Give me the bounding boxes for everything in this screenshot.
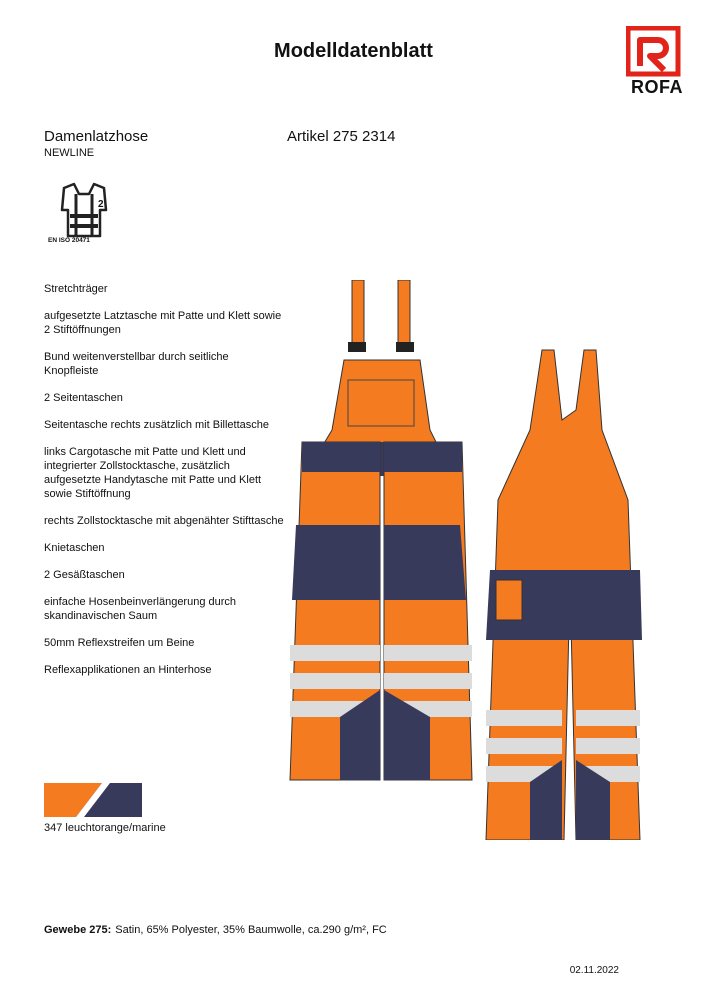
feature-item: Seitentasche rechts zusätzlich mit Billettasche xyxy=(44,419,269,431)
feature-item: 2 Gesäßtaschen xyxy=(44,569,125,581)
feature-item: Stretchträger xyxy=(44,283,108,295)
document-date: 02.11.2022 xyxy=(569,965,619,976)
feature-item: Reflexapplikationen an Hinterhose xyxy=(44,664,212,676)
feature-list xyxy=(44,282,284,690)
product-line: NEWLINE xyxy=(44,147,95,159)
product-name: Damenlatzhose xyxy=(44,128,149,145)
fabric-info xyxy=(44,924,387,936)
color-swatch xyxy=(44,783,142,817)
cert-class: 2 xyxy=(98,199,104,210)
feature-item: 2 Seitentaschen xyxy=(44,392,123,404)
page-title: Modelldatenblatt xyxy=(274,40,433,62)
back-view xyxy=(486,350,642,840)
fabric-description: Satin, 65% Polyester, 35% Baumwolle, ca.290 g/m², FC xyxy=(115,924,387,936)
logo-text: ROFA xyxy=(630,77,683,97)
feature-item: einfache Hosenbeinverlängerung durch skandinavischen Saum xyxy=(44,596,237,622)
color-label: 347 leuchtorange/marine xyxy=(44,822,166,834)
feature-item: Knietaschen xyxy=(44,542,105,554)
front-view xyxy=(290,280,472,780)
feature-item: links Cargotasche mit Patte und Klett und integrierter Zollstocktasche, zusätzlich aufgesetzte Handytasche mit Patte und Klett sowie Stiftöffnung xyxy=(44,446,262,500)
article-number: Artikel 275 2314 xyxy=(287,128,396,145)
cert-label: EN ISO 20471 xyxy=(48,237,90,244)
feature-item: 50mm Reflexstreifen um Beine xyxy=(44,637,195,649)
feature-item: aufgesetzte Latztasche mit Patte und Klett sowie 2 Stiftöffnungen xyxy=(44,310,282,336)
feature-item: Bund weitenverstellbar durch seitliche Knopfleiste xyxy=(44,351,229,377)
product-illustration xyxy=(280,280,670,840)
fabric-label: Gewebe 275: xyxy=(44,924,112,936)
feature-item: rechts Zollstocktasche mit abgenähter Stifttasche xyxy=(44,515,284,527)
